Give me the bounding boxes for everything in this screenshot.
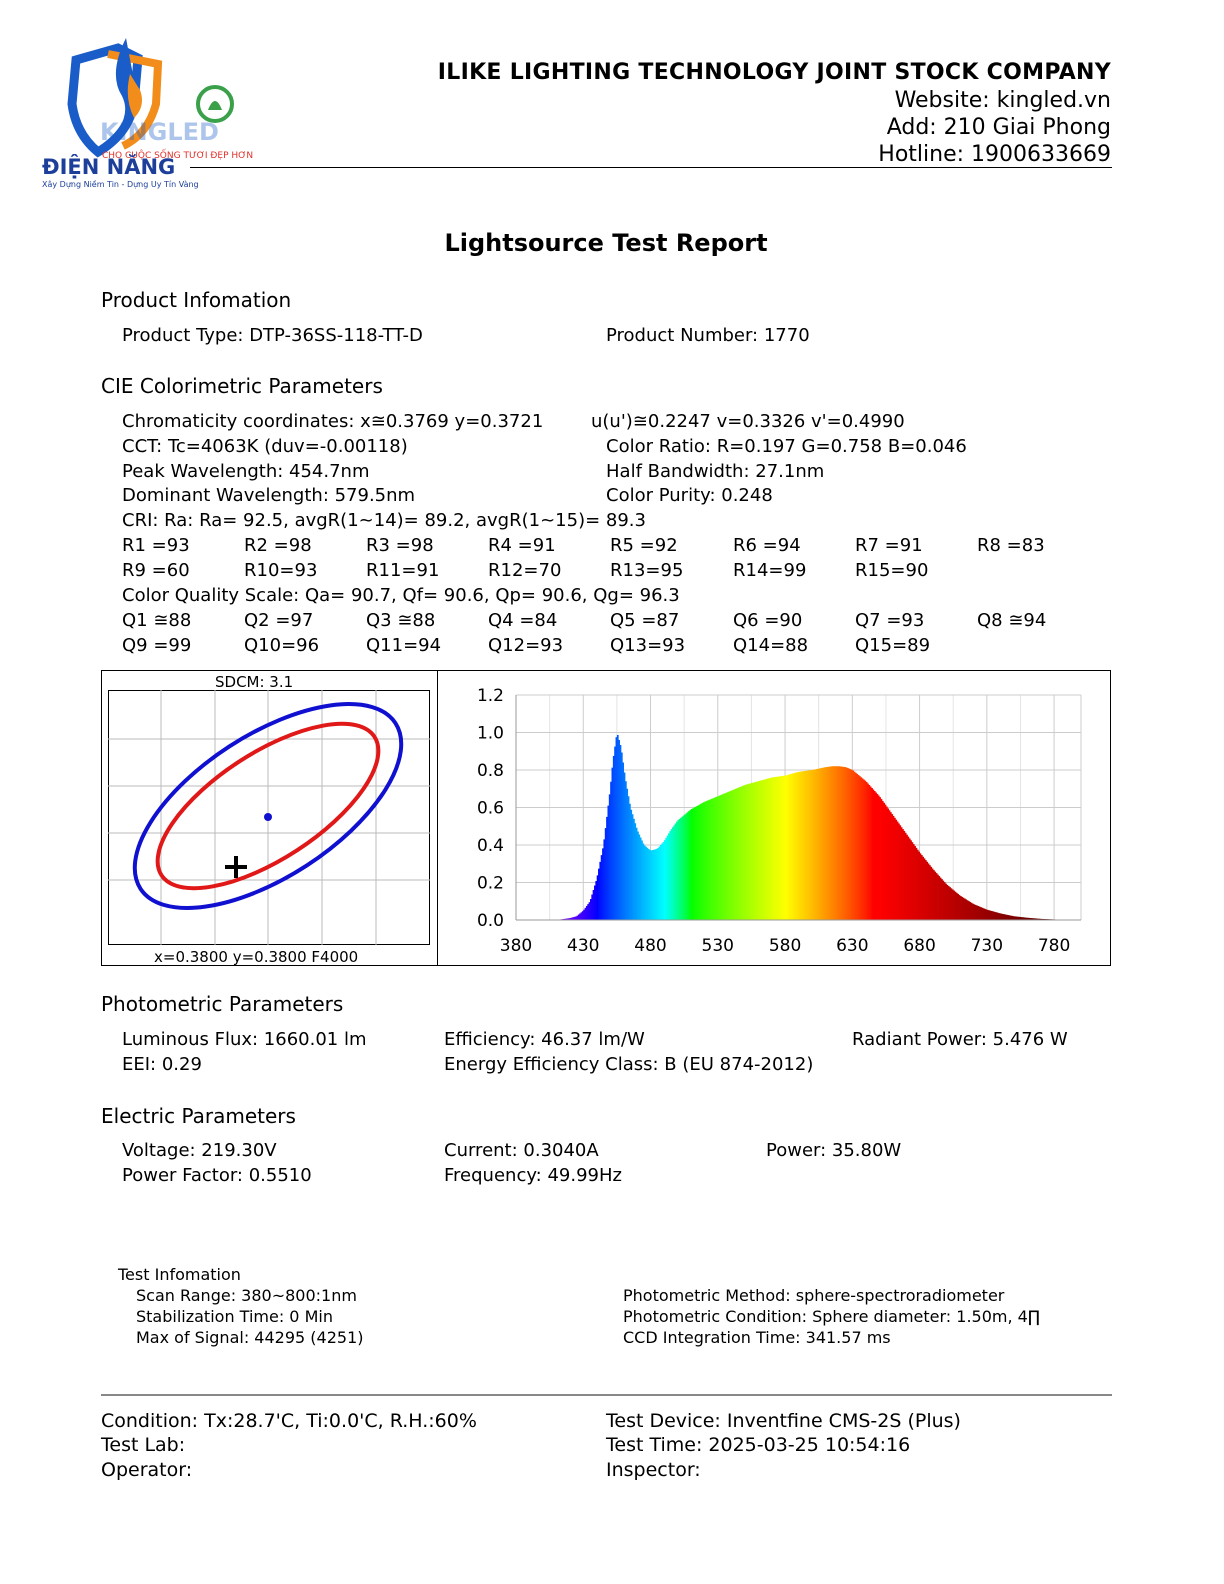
q-value: Q10=96	[244, 635, 320, 656]
test-condition: Condition: Tx:28.7'C, Ti:0.0'C, R.H.:60%	[101, 1410, 477, 1432]
ccd-integration-time: CCD Integration Time: 341.57 ms	[623, 1328, 891, 1347]
spectrum-x-tick-label: 580	[768, 936, 802, 956]
spectrum-x-tick-label: 730	[970, 936, 1004, 956]
q-value: Q14=88	[733, 635, 809, 656]
r-value: R14=99	[733, 560, 807, 581]
electric-heading: Electric Parameters	[101, 1104, 296, 1128]
company-hotline: Hotline: 1900633669	[878, 142, 1111, 167]
color-ratio: Color Ratio: R=0.197 G=0.758 B=0.046	[606, 436, 967, 457]
photometric-heading: Photometric Parameters	[101, 992, 344, 1016]
q-value: Q15=89	[855, 635, 931, 656]
photometric-condition: Photometric Condition: Sphere diameter: 1.50m, 4∏	[623, 1307, 1040, 1326]
logo-dealer-text: ĐIỆN NĂNG	[42, 155, 176, 179]
voltage: Voltage: 219.30V	[122, 1140, 277, 1161]
logo-brand-text: KINGLED	[100, 118, 219, 146]
energy-class: Energy Efficiency Class: B (EU 874-2012)	[444, 1054, 814, 1075]
q-value: Q8 ≅94	[977, 610, 1047, 631]
photometric-method: Photometric Method: sphere-spectroradiometer	[623, 1286, 1005, 1305]
power: Power: 35.80W	[766, 1140, 902, 1161]
spectrum-x-tick-label: 480	[634, 936, 667, 956]
color-purity: Color Purity: 0.248	[606, 485, 773, 506]
test-device: Test Device: Inventfine CMS-2S (Plus)	[606, 1410, 961, 1432]
scan-range: Scan Range: 380~800:1nm	[136, 1286, 357, 1305]
product-type: Product Type: DTP-36SS-118-TT-D	[122, 325, 423, 346]
r-value: R8 =83	[977, 535, 1045, 556]
r-value: R4 =91	[488, 535, 556, 556]
spectrum-y-tick-label: 0.0	[476, 911, 504, 931]
r-value: R11=91	[366, 560, 440, 581]
spectrum-x-tick-label: 430	[567, 936, 600, 956]
q-value: Q1 ≅88	[122, 610, 192, 631]
r-value: R12=70	[488, 560, 562, 581]
operator: Operator:	[101, 1459, 193, 1481]
r-value: R6 =94	[733, 535, 801, 556]
q-value: Q11=94	[366, 635, 442, 656]
q-value: Q6 =90	[733, 610, 803, 631]
r-value: R2 =98	[244, 535, 312, 556]
spectrum-y-tick-label: 0.6	[476, 798, 504, 819]
spectrum-x-tick-label: 630	[836, 936, 869, 956]
uv-coordinates: u(u')≅0.2247 v=0.3326 v'=0.4990	[591, 411, 905, 432]
half-bandwidth: Half Bandwidth: 27.1nm	[606, 461, 825, 482]
test-time: Test Time: 2025-03-25 10:54:16	[606, 1434, 911, 1456]
sdcm-plot	[108, 690, 430, 945]
q-value: Q7 =93	[855, 610, 925, 631]
inspector: Inspector:	[606, 1459, 701, 1481]
spectrum-y-tick-label: 0.4	[476, 836, 504, 856]
frequency: Frequency: 49.99Hz	[444, 1165, 622, 1186]
q-value: Q9 =99	[122, 635, 192, 656]
r-value: R15=90	[855, 560, 929, 581]
company-address: Add: 210 Giai Phong	[886, 115, 1111, 140]
sdcm-caption: x=0.3800 y=0.3800 F4000	[154, 948, 359, 966]
q-value: Q3 ≅88	[366, 610, 436, 631]
r-value: R3 =98	[366, 535, 434, 556]
product-number: Product Number: 1770	[606, 325, 810, 346]
color-quality-scale: Color Quality Scale: Qa= 90.7, Qf= 90.6, Qp= 90.6, Qg= 96.3	[122, 585, 680, 606]
spectrum-y-tick-label: 0.8	[476, 761, 504, 781]
spectrum-y-tick-label: 1.2	[476, 686, 504, 706]
spectrum-x-tick-label: 380	[499, 936, 533, 956]
header-rule	[190, 167, 1112, 168]
spectrum-chart	[438, 671, 1110, 965]
q-value: Q2 =97	[244, 610, 314, 631]
q-value: Q12=93	[488, 635, 564, 656]
test-lab: Test Lab:	[101, 1434, 186, 1456]
spectrum-x-tick-label: 530	[701, 936, 735, 956]
r-value: R7 =91	[855, 535, 923, 556]
sdcm-title: SDCM: 3.1	[215, 673, 294, 691]
eei: EEI: 0.29	[122, 1054, 202, 1075]
cct: CCT: Tc=4063K (duv=-0.00118)	[122, 436, 408, 457]
r-value: R10=93	[244, 560, 318, 581]
cri: CRI: Ra: Ra= 92.5, avgR(1~14)= 89.2, avgR(1~15)= 89.3	[122, 510, 646, 531]
peak-wavelength: Peak Wavelength: 454.7nm	[122, 461, 370, 482]
r-value: R9 =60	[122, 560, 190, 581]
logo-tagline: CHO CUỘC SỐNG TƯƠI ĐẸP HƠN	[102, 151, 254, 161]
test-info-heading: Test Infomation	[118, 1265, 241, 1284]
r-value: R13=95	[610, 560, 684, 581]
company-website: Website: kingled.vn	[894, 88, 1111, 113]
sdcm-center-dot	[264, 813, 272, 821]
power-factor: Power Factor: 0.5510	[122, 1165, 312, 1186]
spectrum-x-tick-label: 780	[1037, 936, 1071, 956]
spectrum-y-tick-label: 1.0	[476, 723, 504, 744]
stabilization-time: Stabilization Time: 0 Min	[136, 1307, 333, 1326]
company-logo	[38, 34, 263, 194]
spectrum-y-tick-label: 0.2	[476, 873, 504, 894]
luminous-flux: Luminous Flux: 1660.01 lm	[122, 1029, 367, 1050]
cie-heading: CIE Colorimetric Parameters	[101, 374, 383, 398]
company-name: ILIKE LIGHTING TECHNOLOGY JOINT STOCK COMPANY	[437, 60, 1111, 85]
efficiency: Efficiency: 46.37 lm/W	[444, 1029, 645, 1050]
report-title: Lightsource Test Report	[444, 229, 768, 257]
footer-rule	[101, 1394, 1112, 1396]
chromaticity: Chromaticity coordinates: x≅0.3769 y=0.3721	[122, 411, 544, 432]
product-heading: Product Infomation	[101, 288, 292, 312]
r-value: R5 =92	[610, 535, 678, 556]
q-value: Q13=93	[610, 635, 686, 656]
r-value: R1 =93	[122, 535, 190, 556]
max-signal: Max of Signal: 44295 (4251)	[136, 1328, 364, 1347]
q-value: Q4 =84	[488, 610, 558, 631]
radiant-power: Radiant Power: 5.476 W	[852, 1029, 1068, 1050]
current: Current: 0.3040A	[444, 1140, 599, 1161]
kingled-logo-graphic	[38, 34, 263, 194]
q-value: Q5 =87	[610, 610, 680, 631]
logo-dealer-tagline: Xây Dựng Niềm Tin - Dựng Uy Tín Vàng	[42, 180, 199, 189]
dominant-wavelength: Dominant Wavelength: 579.5nm	[122, 485, 416, 506]
spectrum-x-tick-label: 680	[903, 936, 936, 956]
